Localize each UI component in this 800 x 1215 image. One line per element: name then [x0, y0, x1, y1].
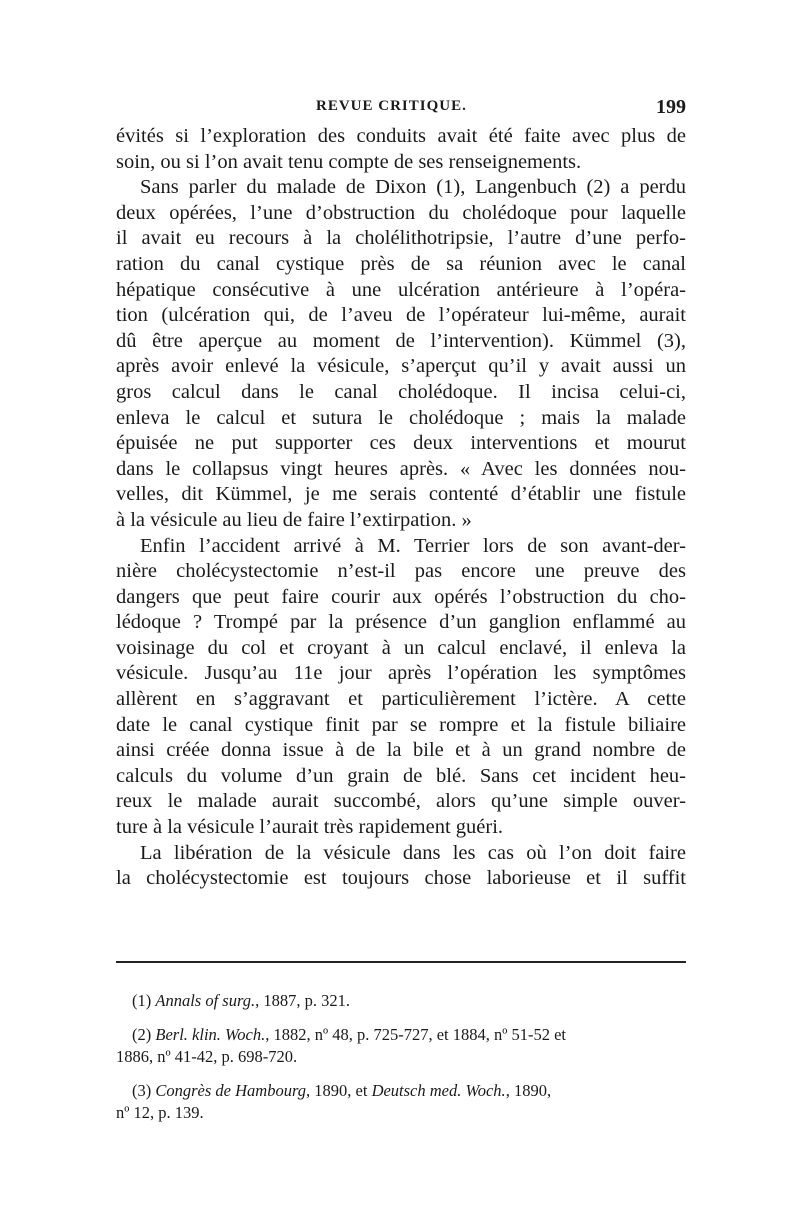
text-line: dû être aperçue au moment de l’intervention). Kümmel (3), — [116, 329, 686, 352]
text-line: ration du canal cystique près de sa réunion avec le canal — [116, 252, 686, 275]
footnote-text: , 1887, p. 321. — [255, 991, 351, 1010]
body-text — [116, 124, 686, 892]
footnote-rule — [116, 961, 686, 963]
text-line: dans le collapsus vingt heures après. « Avec les données nou- — [116, 457, 686, 480]
text-line: Enfin l’accident arrivé à M. Terrier lors de son avant-der- — [140, 534, 686, 557]
text-line: lédoque ? Trompé par la présence d’un ganglion enflammé au — [116, 611, 686, 634]
text-line: date le canal cystique finit par se rompre et la fistule biliaire — [116, 713, 686, 736]
text-line: évités si l’exploration des conduits avait été faite avec plus de — [116, 125, 686, 147]
text-line: gros calcul dans le canal cholédoque. Il incisa celui-ci, — [116, 380, 686, 403]
text-line: la cholécystectomie est toujours chose laborieuse et il suffit — [116, 867, 686, 890]
footnote-3 — [116, 1080, 686, 1102]
text-line: nière cholécystectomie n’est-il pas encore une preuve des — [116, 560, 686, 583]
text-line: hépatique consécutive à une ulcération antérieure à l’opéra- — [116, 278, 686, 301]
page-number: 199 — [656, 96, 686, 118]
text-line: tion (ulcération qui, de l’aveu de l’opérateur lui-même, aurait — [116, 304, 686, 327]
text-line: il avait eu recours à la cholélithotripsie, l’autre d’une perfo- — [116, 227, 686, 250]
book-page — [116, 0, 686, 1215]
text-line: dangers que peut faire courir aux opérés l’obstruction du cho- — [116, 585, 686, 608]
footnote-3-continued: nº 12, p. 139. — [116, 1103, 204, 1122]
text-line: enleva le calcul et sutura le cholédoque ; mais la malade — [116, 406, 686, 429]
text-line: reux le malade aurait succombé, alors qu’une simple ouver- — [116, 790, 686, 813]
text-line: velles, dit Kümmel, je me serais contenté d’établir une fistule — [116, 483, 686, 506]
footnote-source: Berl. klin. Woch. — [155, 1025, 266, 1044]
text-line: ainsi créée donna issue à de la bile et à un grand nombre de — [116, 739, 686, 762]
text-line: calculs du volume d’un grain de blé. Sans cet incident heu- — [116, 764, 686, 787]
text-line: vésicule. Jusqu’au 11e jour après l’opération les symptômes — [116, 662, 686, 685]
footnote-marker: (3) — [132, 1081, 152, 1100]
text-line: à la vésicule au lieu de faire l’extirpation. » — [116, 508, 472, 531]
footnote-text: , 1890, et — [306, 1081, 372, 1100]
footnote-source: Congrès de Hambourg — [155, 1081, 307, 1100]
text-line: allèrent en s’aggravant et particulièrement l’ictère. A cette — [116, 688, 686, 711]
footnote-text: , 1882, nº 48, p. 725-727, et 1884, nº 51-52 et — [265, 1025, 566, 1044]
text-line: épuisée ne put supporter ces deux interventions et mourut — [116, 432, 686, 455]
footnote-source: Annals of surg. — [155, 991, 256, 1010]
text-line: voisinage du col et croyant à un calcul enclavé, il enleva la — [116, 636, 686, 659]
text-line: deux opérées, l’une d’obstruction du cholédoque pour laquelle — [116, 201, 686, 224]
text-line: ture à la vésicule l’aurait très rapidement guéri. — [116, 816, 504, 839]
footnotes — [116, 990, 686, 1124]
text-line: Sans parler du malade de Dixon (1), Langenbuch (2) a perdu — [140, 176, 686, 199]
footnote-marker: (1) — [132, 991, 152, 1010]
text-line: La libération de la vésicule dans les cas où l’on doit faire — [140, 841, 686, 864]
page-header — [116, 96, 686, 120]
running-head: REVUE CRITIQUE. — [316, 98, 467, 114]
footnote-2-continued: 1886, nº 41-42, p. 698-720. — [116, 1047, 298, 1066]
footnote-1 — [116, 990, 686, 1012]
text-line: soin, ou si l’on avait tenu compte de ses renseignements. — [116, 150, 582, 173]
text-line: après avoir enlevé la vésicule, s’aperçut qu’il y avait aussi un — [116, 355, 686, 378]
footnote-marker: (2) — [132, 1025, 152, 1044]
footnote-2 — [116, 1024, 686, 1046]
footnote-text: , 1890, — [505, 1081, 552, 1100]
footnote-source: Deutsch med. Woch. — [371, 1081, 506, 1100]
